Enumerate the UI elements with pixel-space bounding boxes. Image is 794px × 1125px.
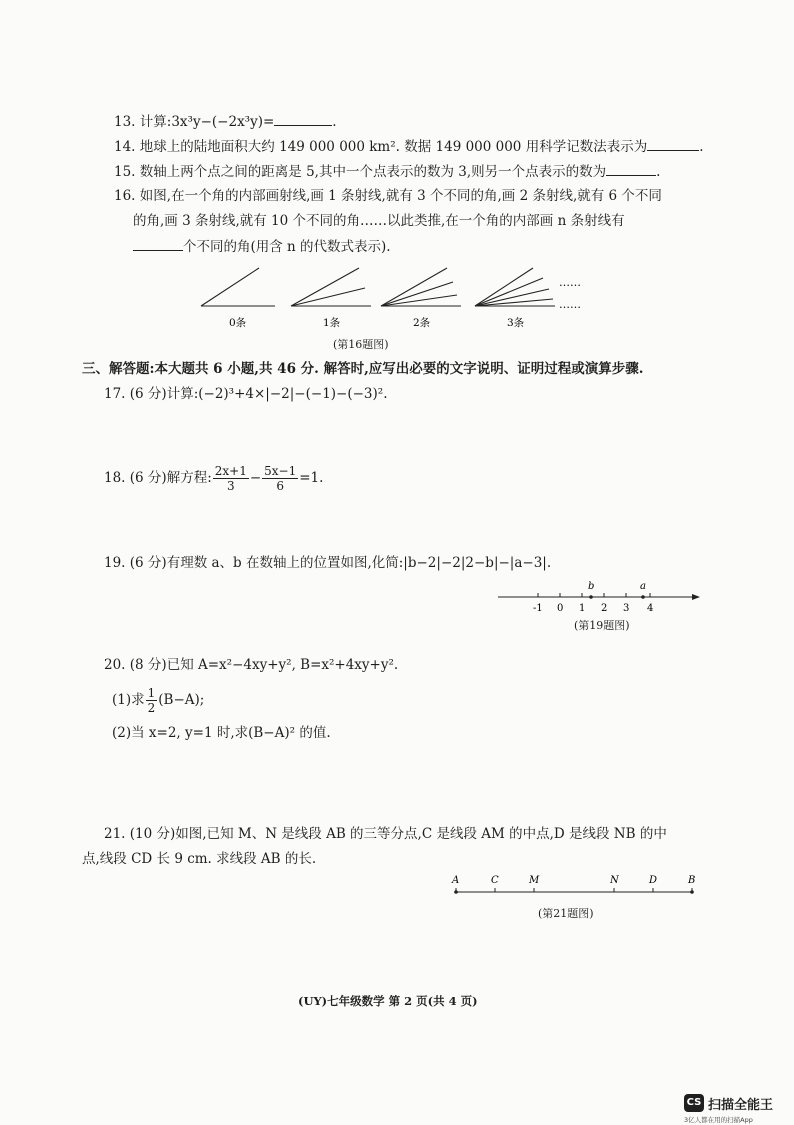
tick-label: 4	[647, 603, 654, 614]
fraction: $\frac{2x+1}{3}$	[214, 464, 247, 493]
point-label: N	[610, 875, 619, 886]
point-b	[690, 890, 694, 894]
arrow-icon	[692, 594, 700, 600]
question-16-line3	[133, 237, 391, 256]
question-20-part2: (2)当 x=2, y=1 时,求(B−A)² 的值.	[112, 725, 331, 741]
question-number: 21.	[104, 826, 126, 842]
ray	[475, 289, 549, 306]
figure-label: 2条	[413, 317, 431, 329]
tick-label: 3	[623, 603, 630, 614]
question-14: 14. 地球上的陆地面积大约 149 000 000 km². 数据 149 000 000 用科学记数法表示为 .	[114, 139, 704, 155]
figure-label: 0条	[229, 317, 247, 329]
point-b	[589, 595, 593, 599]
section-heading: 三、解答题:本大题共 6 小题,共 46 分. 解答时,应写出必要的文字说明、证明过程或演算步骤.	[82, 361, 644, 377]
point-label: A	[452, 875, 460, 886]
figure-label: 1条	[323, 317, 341, 329]
angle-side	[201, 268, 259, 306]
question-17	[104, 385, 388, 403]
tick-label: 1	[579, 603, 586, 614]
question-text: (6 分)计算:(−2)³+4×|−2|−(−1)−(−3)².	[129, 386, 388, 402]
question-21-line2: 点,线段 CD 长 9 cm. 求线段 AB 的长.	[82, 851, 317, 867]
number-line-figure-19	[494, 578, 708, 614]
answer-blank[interactable]	[647, 137, 699, 151]
point-label: D	[649, 875, 658, 886]
ellipsis: ……	[559, 298, 581, 311]
fraction: $\frac{1}{2}$	[147, 686, 156, 715]
answer-blank[interactable]	[274, 112, 332, 126]
figure-caption: (第19题图)	[574, 619, 630, 632]
figure-label: 3条	[507, 317, 525, 329]
ray	[475, 299, 553, 306]
question-text: (6 分)有理数 a、b 在数轴上的位置如图,化简:|b−2|−2|2−b|−|a−3|.	[129, 555, 552, 571]
question-number: 18.	[104, 470, 126, 486]
question-text: 地球上的陆地面积大约 149 000 000 km². 数据 149 000 000 用科学记数法表示为	[139, 139, 648, 155]
answer-blank[interactable]	[606, 162, 656, 176]
fraction: $\frac{5x-1}{6}$	[264, 464, 297, 493]
question-19	[104, 554, 551, 572]
question-text: 计算:	[139, 114, 172, 130]
question-number: 14.	[114, 139, 136, 155]
point-label: C	[491, 875, 499, 886]
answer-blank[interactable]	[133, 237, 183, 251]
point-label: B	[688, 875, 696, 886]
watermark-subtitle: 3亿人都在用的扫描App	[684, 1116, 753, 1124]
question-text: 数轴上两个点之间的距离是 5,其中一个点表示的数为 3,则另一个点表示的数为	[139, 164, 607, 180]
point-a	[454, 890, 458, 894]
question-text: (6 分)解方程:	[129, 470, 212, 486]
ray	[475, 278, 543, 306]
tick-label: 2	[601, 603, 608, 614]
figure-caption: (第21题图)	[538, 907, 594, 920]
question-21	[104, 825, 667, 843]
ellipsis: ……	[559, 276, 581, 289]
segment-figure-21	[446, 870, 706, 900]
page-footer: (UY)七年级数学 第 2 页(共 4 页)	[298, 994, 478, 1008]
tick-label: -1	[533, 603, 543, 614]
question-number: 13.	[114, 114, 136, 130]
watermark-name: 扫描全能王	[708, 1098, 774, 1113]
point-label: a	[640, 581, 646, 592]
point-label: b	[588, 581, 595, 592]
question-number: 16.	[114, 188, 136, 204]
question-18: 18. (6 分)解方程: $\frac{2x+1}{3}$ − $\frac{5x-1}{6}$ =1.	[104, 464, 324, 493]
angle-side	[475, 268, 533, 306]
ray	[291, 288, 365, 306]
tick-label: 0	[557, 603, 564, 614]
question-text: (8 分)已知 A=x²−4xy+y², B=x²+4xy+y².	[129, 657, 399, 673]
question-text: 如图,在一个角的内部画射线,画 1 条射线,就有 3 个不同的角,画 2 条射线,就有 6 个不同	[139, 188, 662, 204]
question-number: 19.	[104, 555, 126, 571]
camscanner-logo-icon: CS	[684, 1094, 704, 1112]
point-a	[641, 595, 645, 599]
question-16-line2: 的角,画 3 条射线,就有 10 个不同的角……以此类推,在一个角的内部画 n 条射线有	[133, 213, 625, 229]
figure-caption: (第16题图)	[333, 338, 389, 351]
question-number: 15.	[114, 164, 136, 180]
question-number: 20.	[104, 657, 126, 673]
angle-side	[291, 268, 359, 306]
question-number: 17.	[104, 386, 126, 402]
question-text: (10 分)如图,已知 M、N 是线段 AB 的三等分点,C 是线段 AM 的中点,D 是线段 NB 的中	[129, 826, 667, 842]
question-20-part1: (1)求 $\frac{1}{2}$ (B−A);	[112, 686, 205, 715]
ray	[381, 295, 457, 306]
question-13: 13. 计算:3x³y−(−2x³y)= .	[114, 114, 337, 130]
math-expression: 3x³y−(−2x³y)=	[171, 114, 275, 130]
question-text: 个不同的角(用含 n 的代数式表示).	[183, 239, 391, 255]
angle-rays-figure	[195, 262, 595, 332]
question-15: 15. 数轴上两个点之间的距离是 5,其中一个点表示的数为 3,则另一个点表示的数为 .	[114, 164, 661, 180]
question-20	[104, 656, 398, 674]
point-label: M	[529, 875, 540, 886]
question-16	[114, 187, 662, 205]
